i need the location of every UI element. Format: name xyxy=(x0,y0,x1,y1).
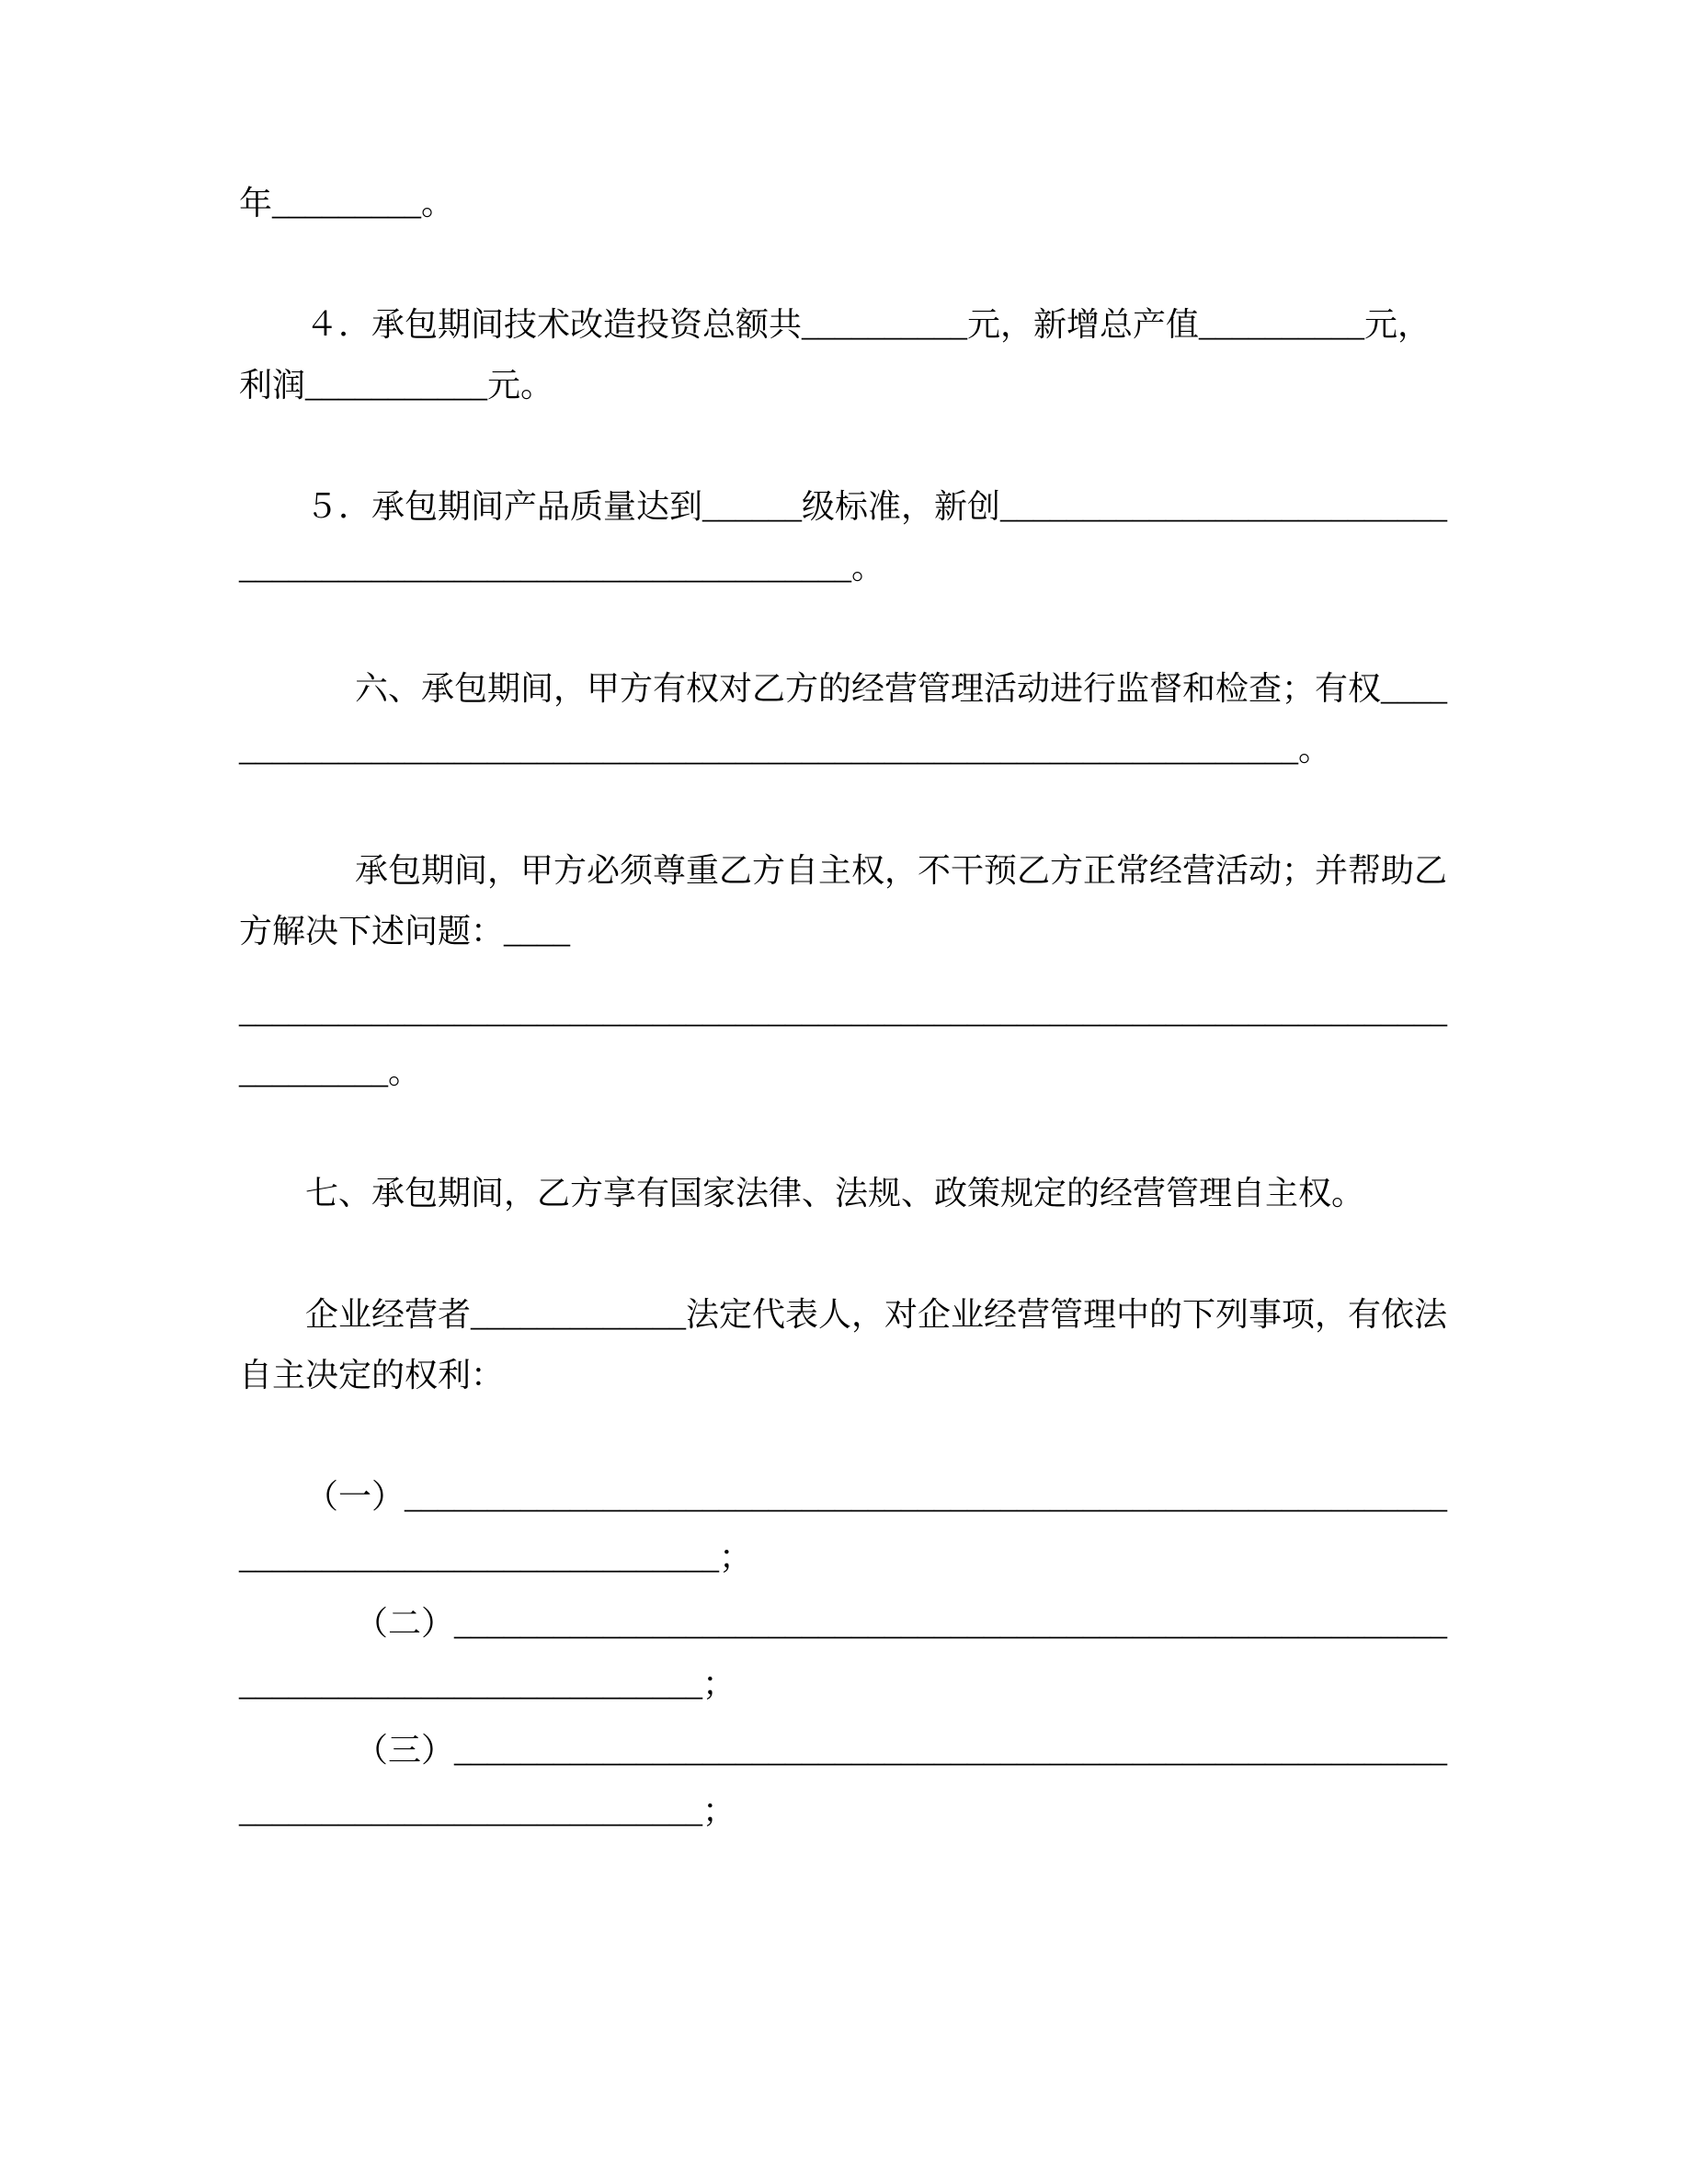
list-item-1: （一）____________________________________________________________________________________________； xyxy=(239,1478,1447,1575)
clause-7-para-2: 企业经营者_____________法定代表人，对企业经营管理中的下列事项，有依法自主决定的权利： xyxy=(239,1296,1448,1393)
clause-6: 六、承包期间，甲方有权对乙方的经营管理活动进行监督和检查；有权____________________________________________________________________。 xyxy=(239,670,1448,768)
clause-6-para-2: 承包期间，甲方必须尊重乙方自主权，不干预乙方正常经营活动；并帮助乙方解决下述问题：____ xyxy=(239,852,1448,950)
year-blank-line: 年_________。 xyxy=(239,185,455,222)
clause-5: ５．承包期间产品质量达到______级标准，新创________________________________________________________________。 xyxy=(239,488,1448,586)
clause-4: ４．承包期间技术改造投资总额共__________元，新增总产值__________元，利润___________元。 xyxy=(239,306,1431,404)
list-item-3: （三）________________________________________________________________________________________； xyxy=(239,1732,1447,1829)
clause-7: 七、承包期间，乙方享有国家法律、法规、政策规定的经营管理自主权。 xyxy=(305,1175,1365,1211)
list-item-2: （二）________________________________________________________________________________________； xyxy=(239,1605,1447,1702)
clause-6-blank-line: __________________________________________________________________________________。 xyxy=(239,993,1447,1090)
